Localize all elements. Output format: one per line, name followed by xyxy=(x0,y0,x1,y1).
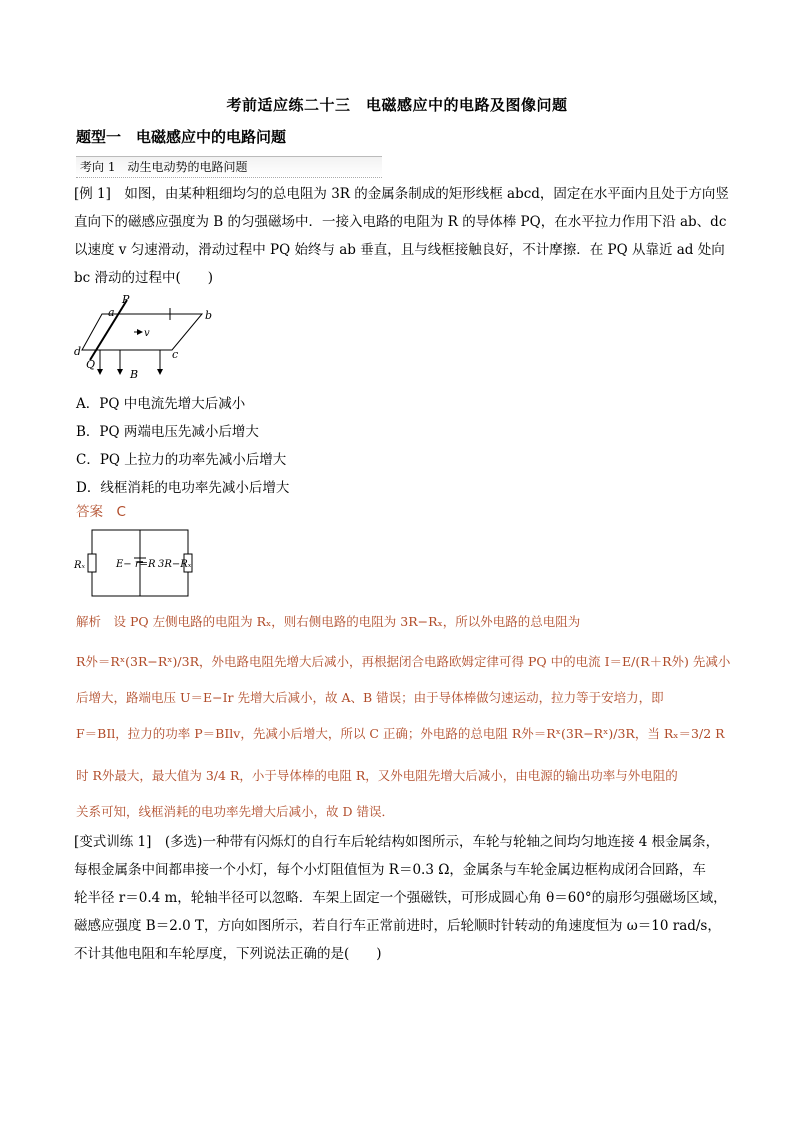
variant-line-4: 磁感应强度 B＝2.0 T，方向如图所示，若自行车正常前进时，后轮顺时针转动的角速度恒为 ω＝10 rad/s， xyxy=(74,918,721,934)
solution-line-5: 时 R外最大，最大值为 3/4 R，小于导体棒的电阻 R，又外电阻先增大后减小，由电源的输出功率与外电阻的 xyxy=(76,768,678,783)
label-c: c xyxy=(172,348,179,361)
option-d: D．线框消耗的电功率先减小后增大 xyxy=(76,480,290,496)
example-line-3: 以速度 v 匀速滑动，滑动过程中 PQ 始终与 ab 垂直，且与线框接触良好，不计摩擦．在 PQ 从靠近 ad 处向 xyxy=(74,242,725,258)
label-q: Q xyxy=(86,358,96,371)
section-heading: 题型一 电磁感应中的电路问题 xyxy=(76,128,287,146)
label-v: v xyxy=(144,328,150,339)
option-a: A．PQ 中电流先增大后减小 xyxy=(76,396,246,412)
frame-figure xyxy=(72,292,222,382)
solution-line-1: 解析 设 PQ 左侧电路的电阻为 Rₓ，则右侧电路的电阻为 3R−Rₓ，所以外电路的总电阻为 xyxy=(76,614,581,629)
page-title: 考前适应练二十三 电磁感应中的电路及图像问题 xyxy=(226,96,568,114)
solution-line-6: 关系可知，线框消耗的电功率先增大后减小，故 D 错误． xyxy=(76,804,394,819)
circuit-figure xyxy=(72,524,202,600)
solution-line-4: F＝BIl，拉力的功率 P＝BIlv，先减小后增大，所以 C 正确；外电路的总电阻 R外＝Rˣ(3R−Rˣ)/3R，当 Rₓ＝3/2 R xyxy=(76,726,725,741)
variant-line-5: 不计其他电阻和车轮厚度，下列说法正确的是( ) xyxy=(74,946,382,962)
label-p: P xyxy=(122,293,130,306)
circuit-mid-label: E− r=R xyxy=(116,559,156,570)
answer-label: 答案 C xyxy=(76,504,126,520)
solution-line-2: R外＝Rˣ(3R−Rˣ)/3R，外电路电阻先增大后减小，再根据闭合电路欧姆定律可得 PQ 中的电流 I＝E/(R＋R外) 先减小 xyxy=(76,654,731,669)
topic-label: 考向 1 动生电动势的电路问题 xyxy=(80,160,248,174)
circuit-right-label: 3R−Rₓ xyxy=(158,559,192,570)
label-b-field: B xyxy=(130,368,139,381)
circuit-left-label: Rₓ xyxy=(74,560,86,571)
variant-line-1: [变式训练 1] (多选)一种带有闪烁灯的自行车后轮结构如图所示，车轮与轮轴之间均匀地连接 4 根金属条， xyxy=(74,834,720,850)
resistor-left xyxy=(88,554,96,572)
option-c: C．PQ 上拉力的功率先减小后增大 xyxy=(76,452,287,468)
variant-line-2: 每根金属条中间都串接一个小灯，每个小灯阻值恒为 R＝0.3 Ω，金属条与车轮金属边框构成闭合回路，车 xyxy=(74,862,706,878)
variant-line-3: 轮半径 r＝0.4 m，轮轴半径可以忽略．车架上固定一个强磁铁，可形成圆心角 θ＝60°的扇形匀强磁场区域， xyxy=(74,890,727,906)
option-b: B．PQ 两端电压先减小后增大 xyxy=(76,424,259,440)
example-line-2: 直向下的磁感应强度为 B 的匀强磁场中．一接入电路的电阻为 R 的导体棒 PQ，在水平拉力作用下沿 ab、dc xyxy=(74,214,727,230)
label-a: a xyxy=(108,306,115,319)
example-line-4: bc 滑动的过程中( ) xyxy=(74,270,214,286)
solution-line-3: 后增大，路端电压 U＝E−Ir 先增大后减小，故 A、B 错误；由于导体棒做匀速运动，拉力等于安培力，即 xyxy=(76,690,664,705)
label-d: d xyxy=(74,345,82,358)
label-b: b xyxy=(205,309,213,322)
example-line-1: [例 1] 如图，由某种粗细均匀的总电阻为 3R 的金属条制成的矩形线框 abcd，固定在水平面内且处于方向竖 xyxy=(74,186,729,202)
